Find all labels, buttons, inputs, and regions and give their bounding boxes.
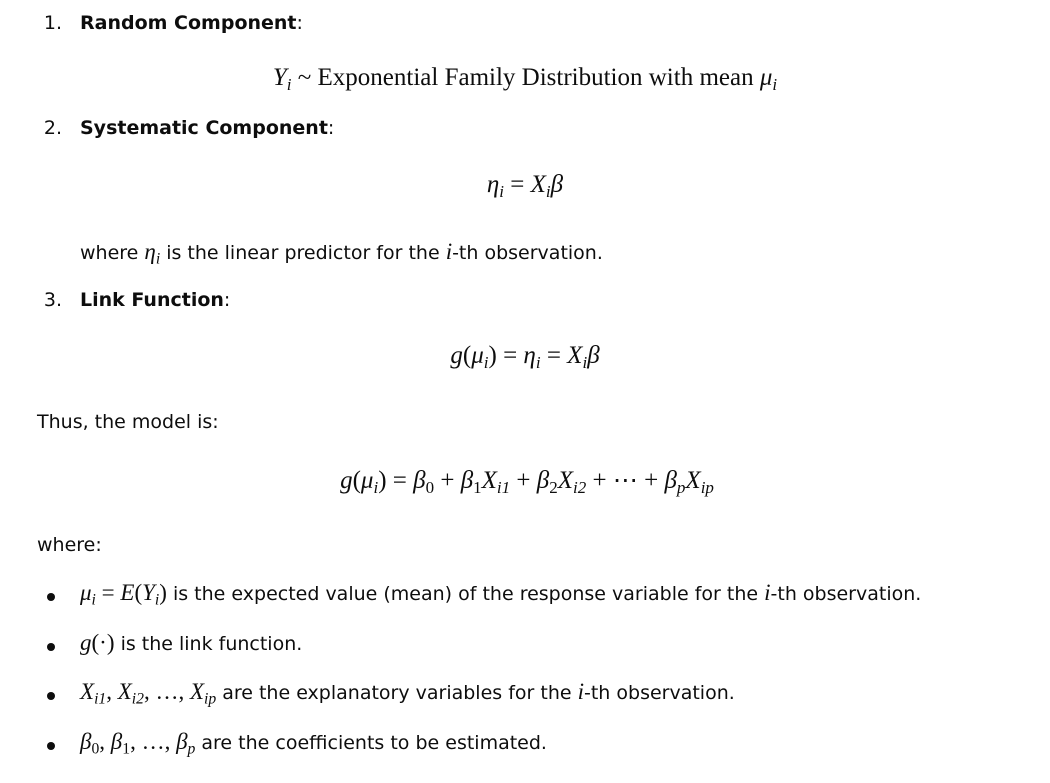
- math-var: X: [117, 679, 132, 704]
- math-text: Exponential Family Distribution with mean: [317, 64, 754, 91]
- math-sub: i: [499, 182, 505, 202]
- bullet-item: [80, 630, 302, 656]
- math-sub: i: [155, 250, 161, 268]
- math-var: E: [120, 580, 135, 605]
- math-var: g: [450, 342, 463, 369]
- bullet-item: [80, 580, 922, 609]
- math-var: β: [460, 467, 474, 494]
- math-var: β: [110, 729, 123, 754]
- bullet-dot: [47, 643, 55, 651]
- math-var: i: [577, 679, 584, 704]
- note-text: where: [80, 242, 139, 264]
- math-var: β: [536, 467, 550, 494]
- math-op: ,: [130, 729, 136, 754]
- math-op: ,: [164, 729, 171, 754]
- heading-text: Systematic Component: [80, 117, 328, 139]
- where-text: where:: [37, 534, 102, 556]
- math-op: ,: [106, 679, 112, 704]
- math-var: μ: [759, 64, 773, 91]
- math-op: =: [546, 342, 561, 369]
- math-sub: i1: [94, 690, 107, 708]
- math-sub: i: [545, 182, 551, 202]
- math-op: (: [134, 580, 143, 605]
- math-var: β: [550, 171, 564, 198]
- math-op: =: [392, 467, 407, 494]
- bullet-text: -th observation.: [584, 682, 735, 704]
- math-var: i: [445, 239, 453, 264]
- math-op: +: [516, 467, 531, 494]
- item-heading: [80, 289, 230, 311]
- bullet-text: are the explanatory variables for the: [222, 682, 572, 704]
- math-op: +: [644, 467, 659, 494]
- math-var: g: [340, 467, 353, 494]
- list-number: 3.: [43, 289, 62, 311]
- math-op: …: [155, 679, 179, 704]
- equation-systematic-component: [0, 171, 1050, 202]
- math-sub: 1: [473, 478, 482, 498]
- math-var: β: [587, 342, 600, 369]
- note-text: is the linear predictor for the: [166, 242, 440, 264]
- math-sub: i: [373, 478, 379, 498]
- math-var: i: [764, 580, 771, 605]
- math-var: μ: [471, 342, 484, 369]
- math-var: X: [80, 679, 95, 704]
- math-var: X: [189, 679, 204, 704]
- math-sub: i: [483, 353, 489, 373]
- math-sub: i: [154, 591, 160, 609]
- math-sub: 0: [425, 478, 435, 498]
- math-var: Y: [142, 580, 155, 605]
- math-op: ): [106, 630, 115, 655]
- list-number: 2.: [43, 117, 62, 139]
- list-number: 1.: [43, 12, 62, 34]
- math-var: η: [523, 342, 536, 369]
- math-var: g: [80, 630, 92, 655]
- math-op: ⋯: [612, 467, 638, 494]
- systematic-note: [80, 239, 603, 268]
- math-op: (: [352, 467, 361, 494]
- math-var: β: [176, 729, 188, 754]
- math-op: …: [141, 729, 165, 754]
- math-op: (: [462, 342, 472, 369]
- heading-colon: :: [327, 117, 335, 139]
- math-op: ): [378, 467, 387, 494]
- math-op: (: [91, 630, 100, 655]
- math-op: ): [488, 342, 497, 369]
- item-heading: [80, 117, 334, 139]
- math-sub: i: [772, 75, 778, 95]
- math-op: =: [503, 342, 518, 369]
- equation-link-function: [0, 342, 1050, 373]
- math-sub: ip: [700, 478, 714, 498]
- math-sub: 2: [549, 478, 558, 498]
- model-equation: [2, 465, 1050, 498]
- math-var: β: [80, 729, 92, 754]
- math-var: β: [413, 467, 426, 494]
- math-sub: i: [286, 75, 292, 95]
- note-text: -th observation.: [452, 242, 603, 264]
- math-op: ·: [99, 630, 107, 655]
- math-sub: 0: [91, 740, 100, 758]
- math-var: β: [664, 467, 677, 494]
- math-op: ,: [143, 679, 150, 704]
- math-var: μ: [80, 580, 92, 605]
- math-var: η: [144, 239, 156, 264]
- math-var: Y: [272, 64, 287, 91]
- math-sub: i: [535, 353, 541, 373]
- bullet-text: are the coefficients to be estimated.: [201, 732, 547, 754]
- math-op: ): [159, 580, 167, 605]
- math-var: X: [557, 467, 573, 494]
- math-var: X: [481, 467, 497, 494]
- math-sub: p: [676, 478, 686, 498]
- heading-colon: :: [296, 12, 303, 34]
- math-var: μ: [360, 467, 374, 494]
- math-sub: p: [187, 740, 196, 758]
- bullet-text: is the link function.: [120, 633, 303, 655]
- math-op: +: [592, 467, 607, 494]
- math-op: ~: [297, 64, 312, 91]
- math-var: X: [530, 171, 546, 198]
- heading-text: Random Component: [80, 12, 297, 34]
- math-op: =: [510, 171, 525, 198]
- bullet-text: is the expected value (mean) of the response variable for the: [172, 583, 759, 605]
- bullet-dot: [47, 742, 55, 750]
- bullet-text: -th observation.: [770, 583, 922, 605]
- bullet-item: [80, 679, 735, 708]
- item-heading: [80, 12, 303, 34]
- math-sub: i2: [573, 478, 587, 498]
- math-op: ,: [178, 679, 185, 704]
- equation-random-component: [0, 64, 1050, 95]
- heading-colon: :: [223, 289, 231, 311]
- heading-text: Link Function: [80, 289, 224, 311]
- bullet-dot: [47, 692, 55, 700]
- math-sub: i: [582, 353, 588, 373]
- math-sub: i1: [496, 478, 511, 498]
- math-op: ,: [99, 729, 106, 754]
- math-sub: ip: [204, 690, 217, 708]
- math-var: η: [486, 171, 500, 198]
- math-var: X: [567, 342, 583, 369]
- math-sub: i: [91, 591, 96, 609]
- math-sub: i2: [131, 690, 144, 708]
- math-var: X: [685, 467, 701, 494]
- bullet-item: [80, 729, 547, 758]
- thus-text: Thus, the model is:: [37, 411, 219, 433]
- math-sub: 1: [122, 740, 131, 758]
- bullet-dot: [47, 593, 55, 601]
- math-op: =: [101, 580, 115, 605]
- math-op: +: [440, 467, 455, 494]
